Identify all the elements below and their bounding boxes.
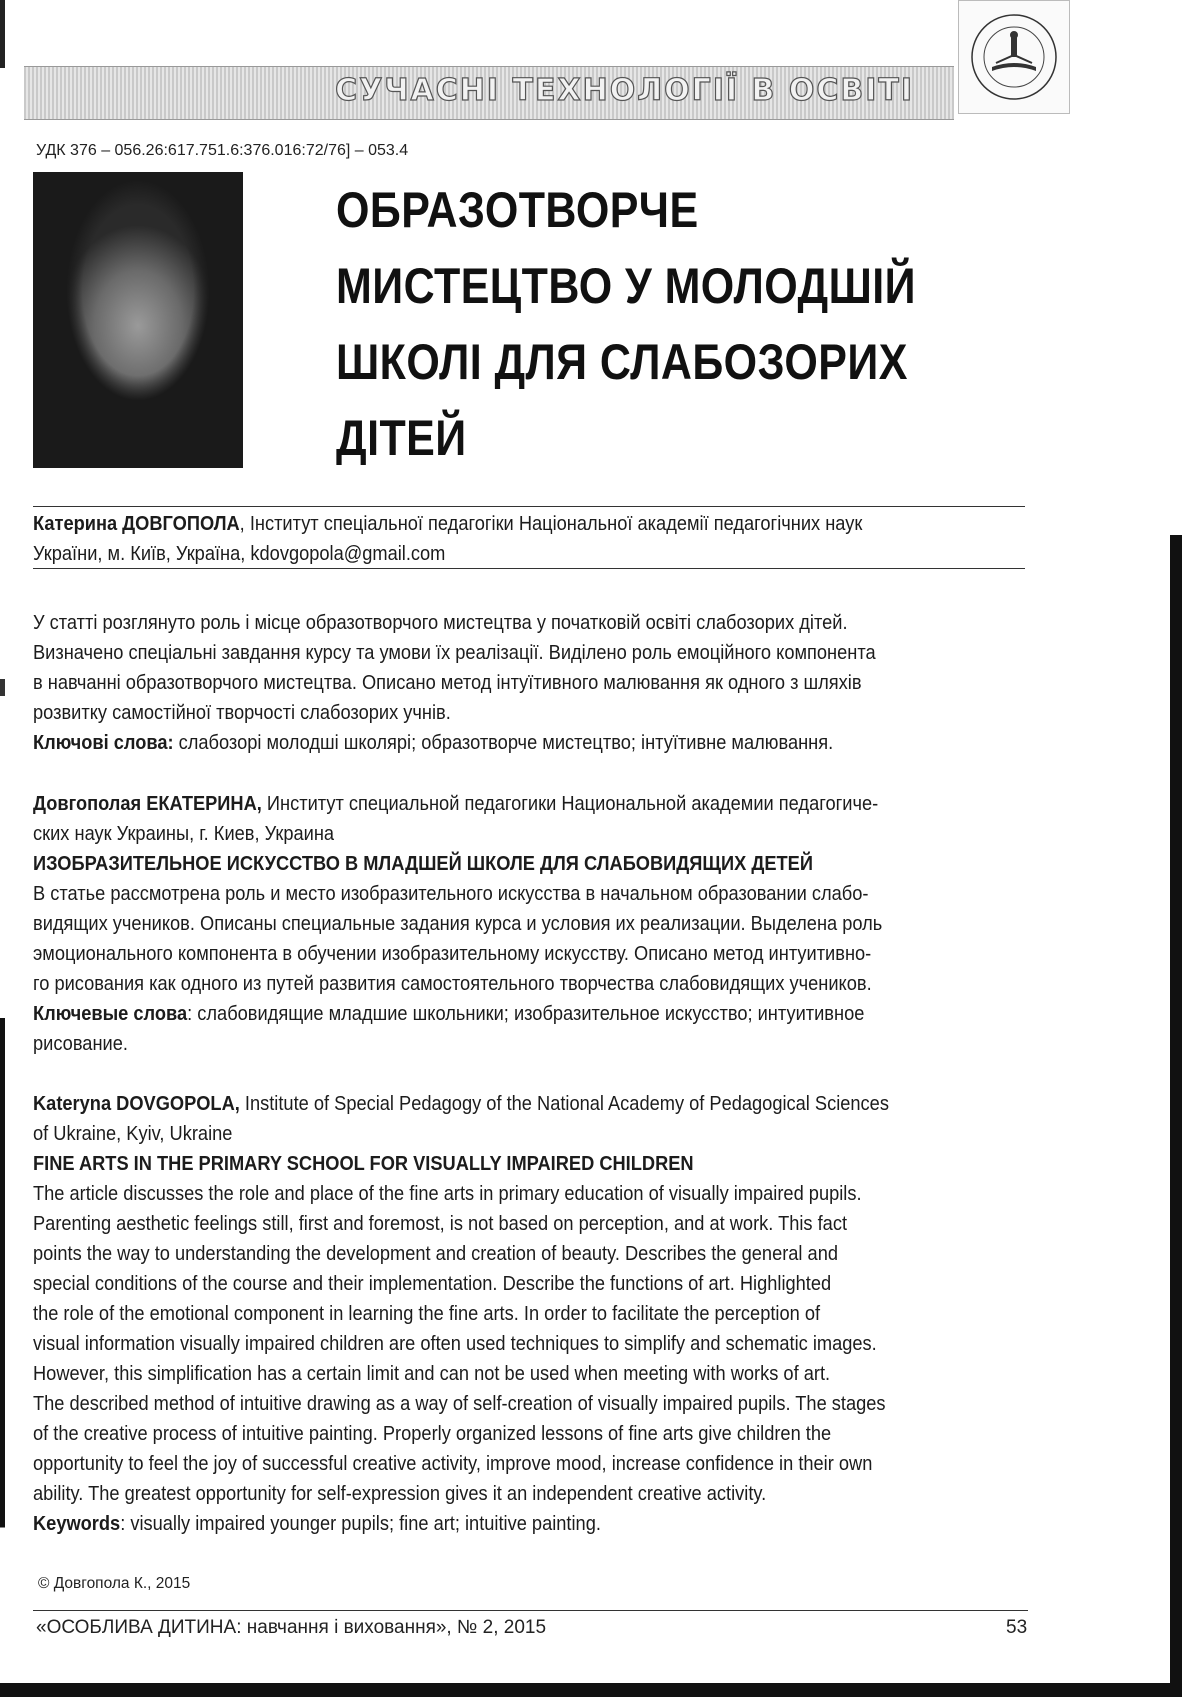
- keywords-ru-label: Ключевые слова: [33, 1002, 188, 1025]
- udk-code: УДК 376 – 056.26:617.751.6:376.016:72/76] – 053.4: [36, 142, 409, 159]
- title-line: ОБРАЗОТВОРЧЕ: [336, 182, 699, 238]
- author-portrait: [33, 172, 243, 468]
- ru-title: ИЗОБРАЗИТЕЛЬНОЕ ИСКУССТВО В МЛАДШЕЙ ШКОЛЕ ДЛЯ СЛАБОВИДЯЩИХ ДЕТЕЙ: [33, 852, 813, 875]
- en-title: FINE ARTS IN THE PRIMARY SCHOOL FOR VISUALLY IMPAIRED CHILDREN: [33, 1152, 694, 1175]
- author-ua-name: Катерина ДОВГОПОЛА: [33, 512, 240, 535]
- author-ru-line-2: ских наук Украины, г. Киев, Украина: [33, 822, 335, 845]
- author-ru-affiliation: Институт специальной педагогики Национальной академии педагогиче-: [261, 792, 879, 815]
- title-line: МИСТЕЦТВО У МОЛОДШІЙ: [336, 258, 916, 314]
- abstract-en-line: special conditions of the course and their implementation. Describe the functions of art. Highlighted: [33, 1272, 832, 1295]
- abstract-en-line: visual information visually impaired children are often used techniques to simplify and schematic images.: [33, 1332, 877, 1355]
- author-ua-affiliation: , Інститут спеціальної педагогіки Національної академії педагогічних наук: [239, 512, 863, 535]
- abstract-en-line: of the creative process of intuitive painting. Properly organized lessons of fine arts give children the: [33, 1422, 832, 1445]
- abstract-en-line: points the way to understanding the development and creation of beauty. Describes the general and: [33, 1242, 839, 1265]
- abstract-en-line: Parenting aesthetic feelings still, first and foremost, is not based on perception, and at work. This fact: [33, 1212, 848, 1235]
- keywords-ru-line-2: рисование.: [33, 1032, 128, 1055]
- keywords-ua-label: Ключові слова:: [33, 731, 174, 754]
- abstract-en-line: ability. The greatest opportunity for self-expression gives it an independent creative activity.: [33, 1482, 767, 1505]
- keywords-ua: [33, 728, 1026, 758]
- author-en-name: Kateryna DOVGOPOLA,: [33, 1092, 240, 1115]
- keywords-en-label: Keywords: [33, 1512, 121, 1535]
- keywords-en-text: : visually impaired younger pupils; fine art; intuitive painting.: [120, 1512, 601, 1535]
- abstract-en-line: The described method of intuitive drawing as a way of self-creation of visually impaired pupils. The stages: [33, 1392, 886, 1415]
- scan-edge-left: [0, 0, 5, 1697]
- portrait-shading: [33, 172, 243, 468]
- abstract-en-line: the role of the emotional component in learning the fine arts. In order to facilitate the perception of: [33, 1302, 821, 1325]
- title-line: ДІТЕЙ: [336, 410, 467, 466]
- abstract-en-line: The article discusses the role and place of the fine arts in primary education of visually impaired pupils.: [33, 1182, 862, 1205]
- scan-edge-bottom: [0, 1683, 1182, 1697]
- article-title: [336, 172, 955, 476]
- title-line: ШКОЛІ ДЛЯ СЛАБОЗОРИХ: [336, 334, 908, 390]
- section-title: СУЧАСНІ ТЕХНОЛОГІЇ В ОСВІТІ: [335, 73, 914, 108]
- keywords-ru: [33, 999, 1026, 1029]
- abstract-ru-line: В статье рассмотрена роль и место изобразительного искусства в начальном образовании слабо-: [33, 882, 869, 905]
- abstract-ua-line: У статті розглянуто роль і місце образотворчого мистецтва у початковій освіті слабозорих дітей.: [33, 611, 848, 634]
- abstract-ua-line: розвитку самостійної творчості слабозорих учнів.: [33, 701, 451, 724]
- keywords-ua-text: слабозорі молодші школярі; образотворче мистецтво; інтуїтивне малювання.: [173, 731, 834, 754]
- author-ua-line-2: України, м. Київ, Україна, kdovgopola@gmail.com: [33, 542, 446, 565]
- keywords-en: [33, 1509, 1026, 1539]
- author-en-affiliation: Institute of Special Pedagogy of the National Academy of Pedagogical Sciences: [239, 1092, 889, 1115]
- abstract-ru-line: эмоционального компонента в обучении изобразительному искусству. Описано метод интуитивно-: [33, 942, 872, 965]
- author-en-line-2: of Ukraine, Kyiv, Ukraine: [33, 1122, 233, 1145]
- page-number: 53: [1006, 1617, 1028, 1638]
- divider-bottom: [33, 568, 1025, 569]
- section-banner: [24, 66, 954, 120]
- abstract-ua-line: Визначено спеціальні завдання курсу та умови їх реалізації. Виділено роль емоційного компонента: [33, 641, 876, 664]
- seal-icon: [968, 11, 1060, 103]
- author-ru-line-1: [33, 789, 1026, 819]
- abstract-ru-block: [33, 789, 1026, 1059]
- abstract-ru-line: видящих учеников. Описаны специальные задания курса и условия их реализации. Выделена роль: [33, 912, 883, 935]
- author-en-line-1: [33, 1089, 1026, 1119]
- abstract-en-line: However, this simplification has a certain limit and can not be used when meeting with works of art.: [33, 1362, 831, 1385]
- abstract-ua-line: в навчанні образотворчого мистецтва. Описано метод інтуїтивного малювання як одного з шляхів: [33, 671, 862, 694]
- institute-seal-logo: [958, 0, 1070, 114]
- abstract-en-block: [33, 1089, 1026, 1539]
- abstract-ru-line: го рисования как одного из путей развития самостоятельного творчества слабовидящих учеников.: [33, 972, 872, 995]
- scan-edge-right: [1170, 535, 1182, 1697]
- author-ua-block: [33, 509, 1026, 569]
- footer-divider: [33, 1610, 1028, 1611]
- divider-top: [33, 506, 1025, 507]
- abstract-en-line: opportunity to feel the joy of successful creative activity, improve mood, increase confidence in their own: [33, 1452, 873, 1475]
- journal-reference: «ОСОБЛИВА ДИТИНА: навчання і виховання», № 2, 2015: [36, 1617, 547, 1638]
- copyright-note: © Довгопола К., 2015: [38, 1575, 191, 1592]
- abstract-ua: [33, 608, 1026, 758]
- keywords-ru-text: : слабовидящие младшие школьники; изобразительное искусство; интуитивное: [187, 1002, 865, 1025]
- author-ru-name: Довгополая ЕКАТЕРИНА,: [33, 792, 262, 815]
- author-ua-line-1: [33, 509, 1026, 539]
